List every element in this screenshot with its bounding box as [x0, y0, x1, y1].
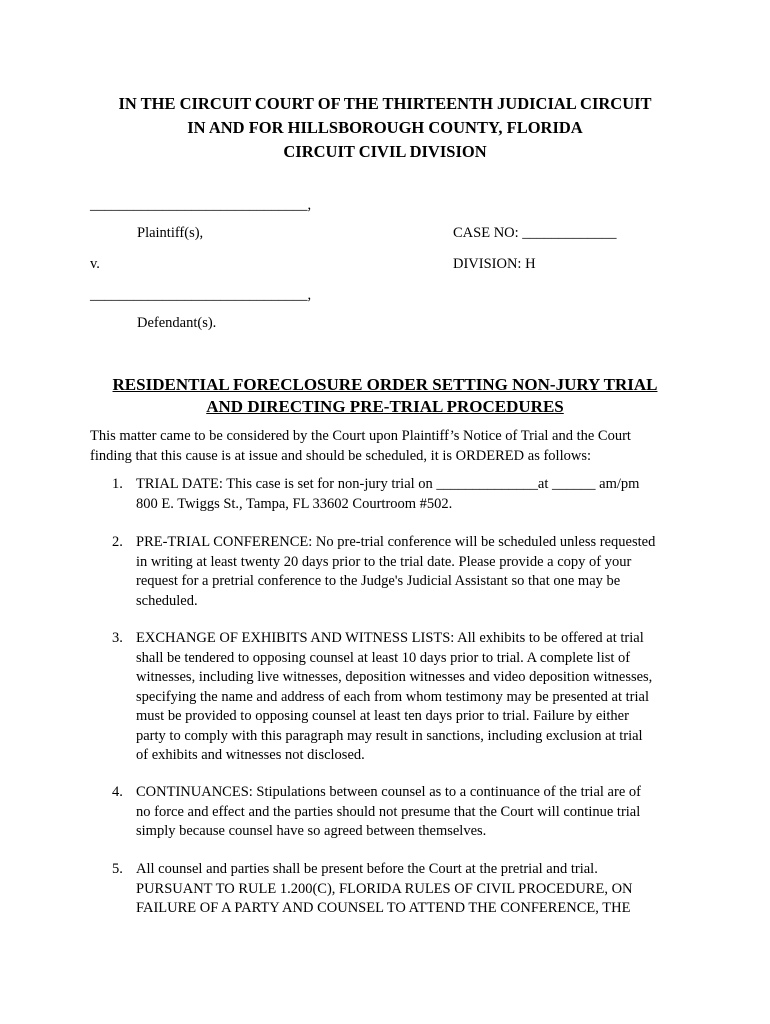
court-header-line-2: IN AND FOR HILLSBOROUGH COUNTY, FLORIDA: [187, 118, 583, 137]
item-line: scheduled.: [136, 592, 198, 609]
order-title-line-2: AND DIRECTING PRE-TRIAL PROCEDURES: [206, 397, 564, 416]
item-number: 1.: [112, 476, 123, 492]
item-line: All counsel and parties shall be present before the Court at the pretrial and trial.: [136, 861, 598, 877]
court-header-line-1: IN THE CIRCUIT COURT OF THE THIRTEENTH JUDICIAL CIRCUIT: [118, 94, 652, 113]
division-field: [453, 255, 536, 273]
case-number-blank: _____________: [522, 225, 617, 241]
intro-paragraph: [90, 427, 690, 466]
intro-line: This matter came to be considered by the Court upon Plaintiff’s Notice of Trial and the Court: [90, 428, 631, 444]
plaintiff-label: Plaintiff(s),: [137, 225, 204, 241]
case-number-field: [453, 224, 617, 242]
item-line: of exhibits and witnesses not disclosed.: [136, 747, 365, 763]
versus-label: v.: [90, 256, 100, 272]
defendant-label: Defendant(s).: [137, 315, 217, 331]
item-line: PRE-TRIAL CONFERENCE: No pre-trial conference will be scheduled unless requested: [136, 534, 656, 550]
item-line: in writing at least twenty 20 days prior to the trial date. Please provide a copy of your: [136, 553, 632, 570]
item-line: witnesses, including live witnesses, deposition witnesses and video deposition witnesses,: [136, 669, 653, 685]
order-title-line-1: RESIDENTIAL FORECLOSURE ORDER SETTING NON-JURY TRIAL: [112, 375, 658, 394]
plaintiff-name-blank: ______________________________,: [90, 197, 312, 213]
item-line: party to comply with this paragraph may result in sanctions, including exclusion at trial: [136, 727, 643, 744]
item-line: EXCHANGE OF EXHIBITS AND WITNESS LISTS: All exhibits to be offered at trial: [136, 630, 644, 646]
intro-line: finding that this cause is at issue and should be scheduled, it is ORDERED as follows:: [90, 447, 591, 464]
defendant-name-blank: ______________________________,: [90, 287, 312, 303]
item-line: TRIAL DATE: This case is set for non-jury trial on ______________at ______ am/pm: [136, 476, 640, 492]
item-line: 800 E. Twiggs St., Tampa, FL 33602 Courtroom #502.: [136, 495, 453, 512]
item-number: 4.: [112, 784, 123, 800]
item-line: FAILURE OF A PARTY AND COUNSEL TO ATTEND THE CONFERENCE, THE: [136, 900, 631, 916]
item-number: 2.: [112, 534, 123, 550]
item-line: specifying the name and address of each from whom testimony may be presented at trial: [136, 688, 649, 705]
item-line: request for a pretrial conference to the Judge's Judicial Assistant so that one may be: [136, 573, 621, 589]
court-header-line-3: CIRCUIT CIVIL DIVISION: [283, 142, 487, 161]
item-line: shall be tendered to opposing counsel at least 10 days prior to trial. A complete list of: [136, 649, 631, 666]
item-line: simply because counsel have so agreed between themselves.: [136, 823, 487, 839]
item-number: 3.: [112, 630, 123, 646]
item-line: CONTINUANCES: Stipulations between counsel as to a continuance of the trial are of: [136, 784, 641, 800]
division-label: DIVISION:: [453, 256, 522, 272]
item-line: no force and effect and the parties should not presume that the Court will continue trial: [136, 803, 641, 820]
item-line: PURSUANT TO RULE 1.200(C), FLORIDA RULES OF CIVIL PROCEDURE, ON: [136, 880, 633, 897]
item-number: 5.: [112, 861, 123, 877]
case-number-label: CASE NO:: [453, 225, 519, 241]
division-value: H: [525, 256, 536, 272]
item-line: must be provided to opposing counsel at least ten days prior to trial. Failure by either: [136, 708, 629, 724]
